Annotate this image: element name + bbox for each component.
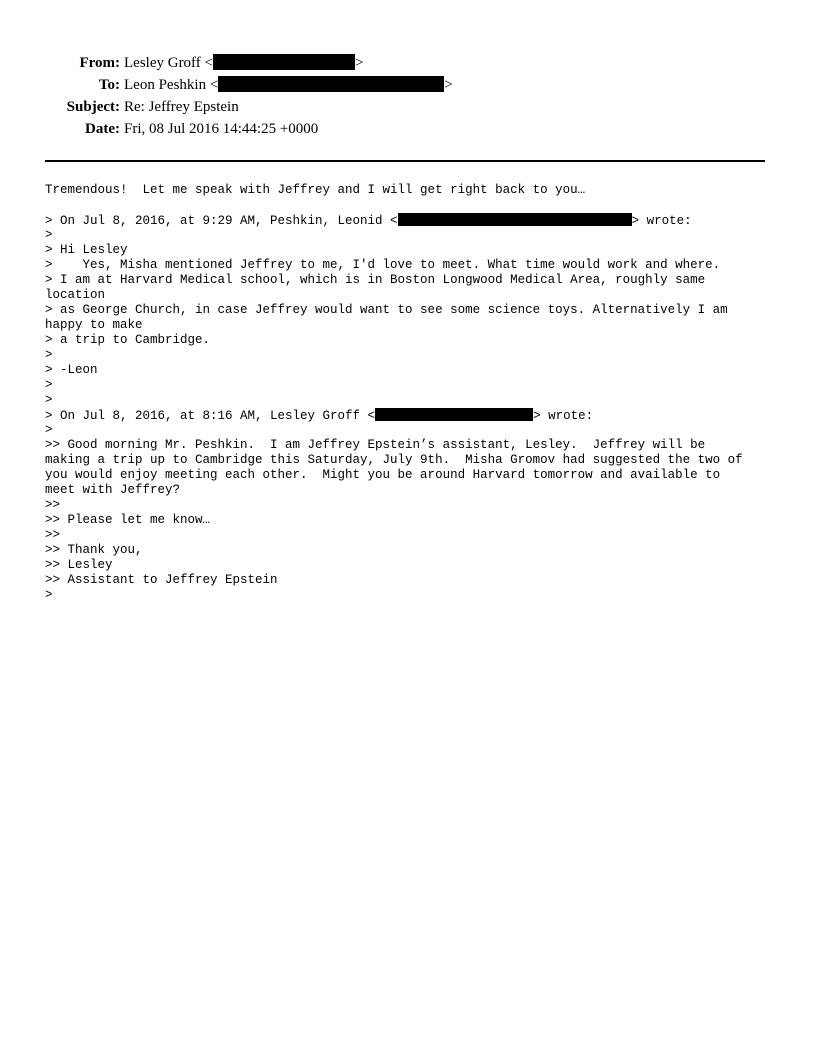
quoted-line: > I am at Harvard Medical school, which is in Boston Longwood Medical Area, roughly same [45,273,706,287]
quoted-line: >> Please let me know… [45,513,211,527]
email-header [0,52,816,140]
subject-label: Subject: [66,99,120,115]
quoted-line: you would enjoy meeting each other. Might you be around Harvard tomorrow and available to [45,468,721,482]
header-divider [45,160,765,162]
attribution-suffix: > wrote: [533,409,594,423]
redacted-from-email [213,54,355,70]
quoted-line: >> Assistant to Jeffrey Epstein [45,573,278,587]
quoted-line: >> [45,498,61,512]
quoted-line: > [45,588,53,602]
quoted-line: > [45,378,53,392]
quoted-line: >> Good morning Mr. Peshkin. I am Jeffrey Epstein’s assistant, Lesley. Jeffrey will be [45,438,706,452]
attribution-suffix: > wrote: [631,214,692,228]
quoted-line: >> Lesley [45,558,113,572]
to-row [0,74,816,96]
quoted-line: > as George Church, in case Jeffrey would want to see some science toys. Alternatively I am [45,303,728,317]
quoted-line: > a trip to Cambridge. [45,333,211,347]
quoted-line: > [45,228,53,242]
quote-attribution-leon [45,213,785,228]
quoted-line: > [45,393,53,407]
redacted-lesley-email [375,408,533,421]
blank-line [45,198,785,213]
to-label: To: [98,77,120,93]
quoted-line: >> [45,528,61,542]
from-row [0,52,816,74]
quoted-line: > [45,348,53,362]
from-value: Lesley Groff < > [124,55,364,71]
subject-row [0,96,816,118]
from-name: Lesley Groff [124,55,201,71]
attribution-text: > On Jul 8, 2016, at 9:29 AM, Peshkin, Leonid < [45,214,398,228]
quote-attribution-lesley [45,408,785,423]
attribution-text: > On Jul 8, 2016, at 8:16 AM, Lesley Groff < [45,409,376,423]
subject-value: Re: Jeffrey Epstein [124,99,239,115]
quoted-line: > Hi Lesley [45,243,128,257]
quoted-line: meet with Jeffrey? [45,483,181,497]
quoted-line: happy to make [45,318,143,332]
quoted-line: location [45,288,106,302]
redacted-to-email [218,76,444,92]
quoted-line: > Yes, Misha mentioned Jeffrey to me, I'd love to meet. What time would work and where. [45,258,721,272]
date-label: Date: [85,121,120,137]
email-body [45,183,785,603]
to-value: Leon Peshkin < > [124,77,453,93]
from-label: From: [79,55,120,71]
date-value: Fri, 08 Jul 2016 14:44:25 +0000 [124,121,319,137]
quoted-line: >> Thank you, [45,543,143,557]
redacted-leon-email [398,213,632,226]
quoted-line: > [45,423,53,437]
quoted-line: making a trip up to Cambridge this Saturday, July 9th. Misha Gromov had suggested the two of [45,453,743,467]
to-name: Leon Peshkin [124,77,207,93]
quoted-line: > -Leon [45,363,98,377]
reply-text: Tremendous! Let me speak with Jeffrey and I will get right back to you… [45,183,586,197]
date-row [0,118,816,140]
